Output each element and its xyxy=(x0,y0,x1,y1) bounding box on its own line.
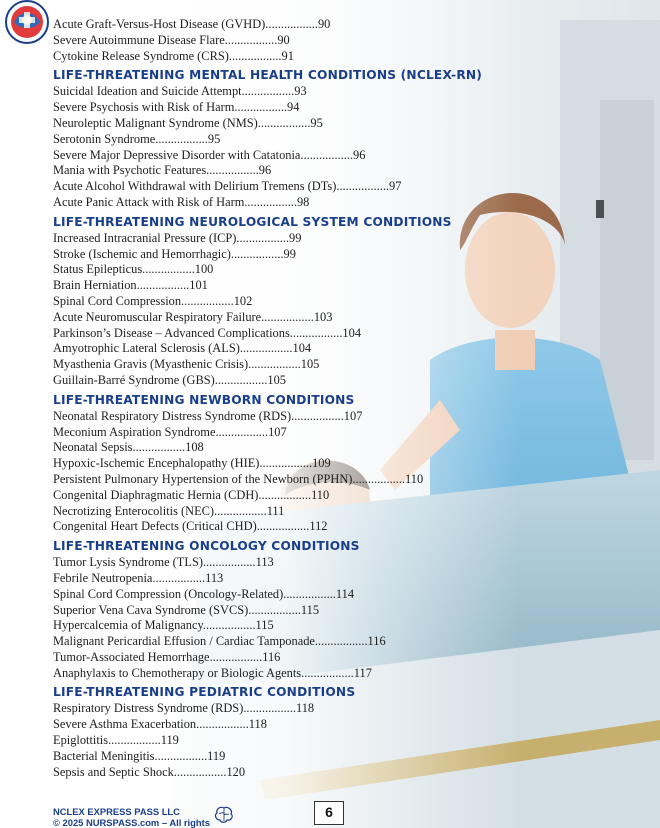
table-of-contents xyxy=(53,17,653,780)
toc-entry[interactable]: Increased Intracranial Pressure (ICP).................99 xyxy=(53,230,302,245)
toc-entry[interactable]: Severe Major Depressive Disorder with Catatonia.................96 xyxy=(53,147,366,162)
toc-entry[interactable]: Suicidal Ideation and Suicide Attempt.................93 xyxy=(53,84,307,99)
toc-entry[interactable]: Parkinson’s Disease – Advanced Complications.................104 xyxy=(53,325,362,340)
toc-entry[interactable]: Status Epilepticus.................100 xyxy=(53,262,214,277)
toc-entry[interactable]: Tumor Lysis Syndrome (TLS).................113 xyxy=(53,555,274,570)
toc-entry[interactable]: Acute Panic Attack with Risk of Harm.................98 xyxy=(53,194,310,209)
toc-section-continued xyxy=(53,17,653,64)
toc-entry[interactable]: Stroke (Ischemic and Hemorrhagic).................99 xyxy=(53,246,296,261)
toc-entry[interactable]: Mania with Psychotic Features.................96 xyxy=(53,163,272,178)
toc-entry[interactable]: Acute Graft-Versus-Host Disease (GVHD).................90 xyxy=(53,17,331,31)
toc-entry[interactable]: Amyotrophic Lateral Sclerosis (ALS).................104 xyxy=(53,341,312,356)
footer-rights: © 2025 NURSPASS.com – All rights xyxy=(53,817,210,828)
toc-section-newborn xyxy=(53,392,653,535)
toc-entry[interactable]: Persistent Pulmonary Hypertension of the Newborn (PPHN).................110 xyxy=(53,471,424,486)
toc-entry[interactable]: Acute Alcohol Withdrawal with Delirium Tremens (DTs).................97 xyxy=(53,179,402,194)
toc-entry[interactable]: Spinal Cord Compression (Oncology-Related).................114 xyxy=(53,586,355,601)
toc-entry[interactable]: Sepsis and Septic Shock.................120 xyxy=(53,764,246,779)
toc-entry[interactable]: Neuroleptic Malignant Syndrome (NMS).................95 xyxy=(53,115,323,130)
toc-entry[interactable]: Guillain-Barré Syndrome (GBS).................105 xyxy=(53,372,286,387)
section-heading: LIFE-THREATENING NEWBORN CONDITIONS xyxy=(53,392,355,407)
toc-section-pediatric xyxy=(53,684,653,780)
toc-entry[interactable]: Cytokine Release Syndrome (CRS).................91 xyxy=(53,48,294,63)
toc-entry[interactable]: Epiglottitis.................119 xyxy=(53,733,179,748)
toc-entry[interactable]: Bacterial Meningitis.................119 xyxy=(53,748,226,763)
toc-entry[interactable]: Febrile Neutropenia.................113 xyxy=(53,570,224,585)
toc-entry[interactable]: Severe Autoimmune Disease Flare.................90 xyxy=(53,32,290,47)
toc-entry[interactable]: Hypercalcemia of Malignancy.................115 xyxy=(53,618,274,633)
footer-copyright xyxy=(53,806,210,828)
toc-entry[interactable]: Anaphylaxis to Chemotherapy or Biologic Agents.................117 xyxy=(53,665,372,680)
toc-entry[interactable]: Neonatal Sepsis.................108 xyxy=(53,440,204,455)
toc-entry[interactable]: Necrotizing Enterocolitis (NEC).................111 xyxy=(53,503,285,518)
toc-section-mental-health xyxy=(53,67,653,210)
toc-entry[interactable]: Neonatal Respiratory Distress Syndrome (RDS).................107 xyxy=(53,408,363,423)
toc-entry[interactable]: Congenital Heart Defects (Critical CHD).................112 xyxy=(53,519,328,534)
toc-entry[interactable]: Severe Asthma Exacerbation.................118 xyxy=(53,717,267,732)
toc-entry[interactable]: Meconium Aspiration Syndrome.................107 xyxy=(53,424,287,439)
nurspass-logo xyxy=(2,0,52,44)
toc-entry[interactable]: Myasthenia Gravis (Myasthenic Crisis).................105 xyxy=(53,357,320,372)
toc-entry[interactable]: Malignant Pericardial Effusion / Cardiac Tamponade.................116 xyxy=(53,634,386,649)
toc-entry[interactable]: Congenital Diaphragmatic Hernia (CDH).................110 xyxy=(53,487,330,502)
section-heading: LIFE-THREATENING MENTAL HEALTH CONDITIONS (NCLEX-RN) xyxy=(53,68,483,83)
section-heading: LIFE-THREATENING ONCOLOGY CONDITIONS xyxy=(53,539,360,554)
toc-entry[interactable]: Spinal Cord Compression.................102 xyxy=(53,293,253,308)
toc-entry[interactable]: Severe Psychosis with Risk of Harm.................94 xyxy=(53,100,300,115)
toc-entry[interactable]: Respiratory Distress Syndrome (RDS).................118 xyxy=(53,701,315,716)
page-number: 6 xyxy=(314,801,344,825)
footer-company: NCLEX EXPRESS PASS LLC xyxy=(53,806,180,817)
section-heading: LIFE-THREATENING NEUROLOGICAL SYSTEM CONDITIONS xyxy=(53,214,452,229)
section-heading: LIFE-THREATENING PEDIATRIC CONDITIONS xyxy=(53,685,356,700)
toc-entry[interactable]: Tumor-Associated Hemorrhage.................116 xyxy=(53,649,281,664)
brain-icon xyxy=(214,806,234,824)
toc-entry[interactable]: Acute Neuromuscular Respiratory Failure.................103 xyxy=(53,309,333,324)
toc-entry[interactable]: Superior Vena Cava Syndrome (SVCS).................115 xyxy=(53,602,320,617)
toc-section-neurological xyxy=(53,214,653,389)
toc-entry[interactable]: Hypoxic-Ischemic Encephalopathy (HIE).................109 xyxy=(53,456,331,471)
toc-section-oncology xyxy=(53,538,653,681)
toc-entry[interactable]: Serotonin Syndrome.................95 xyxy=(53,131,221,146)
toc-entry[interactable]: Brain Herniation.................101 xyxy=(53,278,208,293)
